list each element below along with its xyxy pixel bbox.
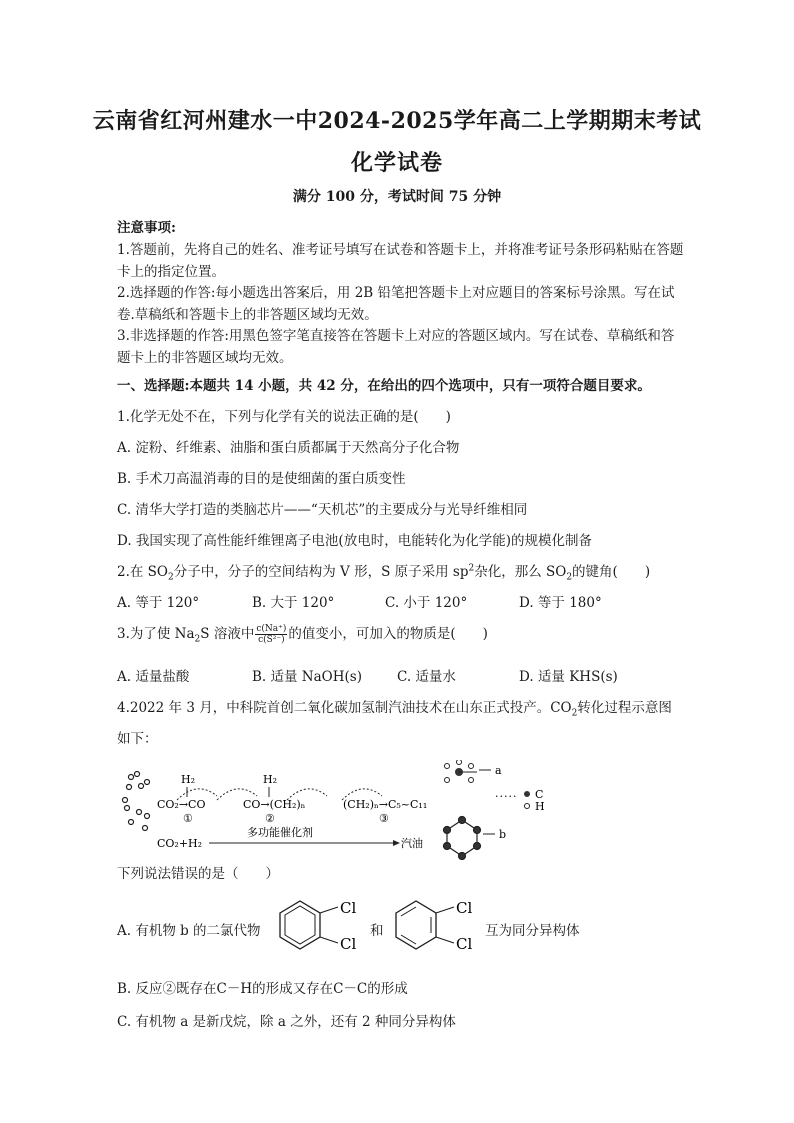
label-b: b	[499, 828, 507, 841]
q2-stem: 2.在 $SO_2$分子中，分子的空间结构为 V 形，S 原子采用 $sp^2$杂化，那么 $SO_2$的键角( )	[117, 563, 651, 583]
catalyst-label: 多功能催化剂	[247, 826, 313, 839]
molecule-dots	[123, 772, 150, 831]
q4-option-a-prefix: A. 有机物 b 的二氯代物	[117, 923, 261, 939]
q1-option-b: B. 手术刀高温消毒的目的是使细菌的蛋白质变性	[117, 471, 406, 487]
q3-option-a: A. 适量盐酸	[117, 669, 190, 685]
q4-stem-line2: 如下：	[117, 731, 158, 747]
step-number-3: ③	[379, 812, 389, 825]
reactant-label: CO₂+H₂	[157, 837, 203, 850]
q1-option-c: C. 清华大学打造的类脑芯片——“天机芯”的主要成分与光导纤维相同	[117, 502, 528, 518]
q3-stem: 3.为了使 $Na_2S$ 溶液中 $\frac{c(Na^+)}{\text{c(S²⁻)}}$ 的值变小，可加入的物质是( )	[117, 624, 488, 645]
q4-option-b: B. 反应②既存在C－H的形成又存在C－C的形成	[117, 981, 408, 997]
exam-title: 云南省红河州建水一中2024-2025学年高二上学期期末考试	[92, 108, 702, 134]
q2-option-c: C. 小于 120°	[385, 595, 468, 611]
notice-item-3: 3.非选择题的作答:用黑色签字笔直接答在答题卡上对应的答题区域内。写在试卷、草稿纸和答题卡上的非答题区域均无效。	[117, 328, 675, 366]
q4-option-a-suffix: 互为同分异构体	[485, 923, 580, 939]
q4-question: 下列说法错误的是（ ）	[117, 866, 279, 882]
notice-heading: 注意事项:	[117, 220, 176, 236]
section-heading: 一、选择题:本题共 14 小题，共 42 分，在给出的四个选项中，只有一项符合题目要求。	[117, 378, 651, 394]
legend-carbon: C	[535, 788, 544, 801]
co2-conversion-diagram	[117, 760, 677, 860]
q3-option-b: B. 适量 NaOH(s)	[252, 669, 362, 685]
h2-label-1: H₂	[181, 773, 196, 786]
q1-stem: 1.化学无处不在，下列与化学有关的说法正确的是( )	[117, 409, 451, 425]
q4-option-a-and: 和	[370, 923, 384, 939]
notice-item-2: 2.选择题的作答:每小题选出答案后，用 2B 铅笔把答题卡上对应题目的答案标号涂黑。写在试卷.草稿纸和答题卡上的非答题区域均无效。	[117, 285, 675, 323]
q2-option-d: D. 等于 180°	[519, 595, 602, 611]
legend-hydrogen: H	[535, 800, 545, 813]
cl-label: Cl	[340, 899, 357, 917]
q3-option-d: D. 适量 KHS(s)	[519, 669, 618, 685]
q2-option-a: A. 等于 120°	[117, 595, 200, 611]
q3-option-c: C. 适量水	[397, 669, 456, 685]
step-number-1: ①	[183, 812, 193, 825]
q4-option-c: C. 有机物 a 是新戊烷，除 a 之外，还有 2 种同分异构体	[117, 1014, 456, 1030]
product-label: 汽油	[401, 837, 423, 850]
q3-fraction: $\frac{c(Na^+)}{\text{c(S²⁻)}}$	[256, 624, 287, 645]
label-a: a	[495, 764, 502, 777]
cl-label: Cl	[456, 935, 473, 953]
step2-label: CO→(CH₂)ₙ	[243, 798, 306, 811]
step-number-2: ②	[265, 812, 275, 825]
h2-label-2: H₂	[263, 773, 278, 786]
ring-model	[444, 817, 481, 860]
cl-label: Cl	[456, 899, 473, 917]
neopentane-model	[445, 760, 478, 783]
step3-label: (CH₂)ₙ→C₅~C₁₁	[343, 798, 428, 811]
q2-option-b: B. 大于 120°	[252, 595, 335, 611]
svg-text:·····: ·····	[495, 790, 518, 803]
notice-item-1: 1.答题前，先将自己的姓名、准考证号填写在试卷和答题卡上，并将准考证号条形码粘贴在答题卡上的指定位置。	[117, 242, 684, 280]
exam-info: 满分 100 分，考试时间 75 分钟	[292, 189, 502, 205]
cl-label: Cl	[340, 935, 357, 953]
q1-option-d: D. 我国实现了高性能纤维锂离子电池(放电时，电能转化为化学能)的规模化制备	[117, 533, 592, 549]
ortho-dichlorobenzene-2	[386, 893, 496, 963]
q4-stem: 4.2022 年 3 月，中科院首创二氧化碳加氢制汽油技术在山东正式投产。$CO_2$转化过程示意图	[117, 700, 672, 719]
ortho-dichlorobenzene-1	[270, 893, 380, 963]
step1-label: CO₂→CO	[157, 798, 206, 811]
q1-option-a: A. 淀粉、纤维素、油脂和蛋白质都属于天然高分子化合物	[117, 440, 460, 456]
exam-subject: 化学试卷	[350, 150, 443, 176]
